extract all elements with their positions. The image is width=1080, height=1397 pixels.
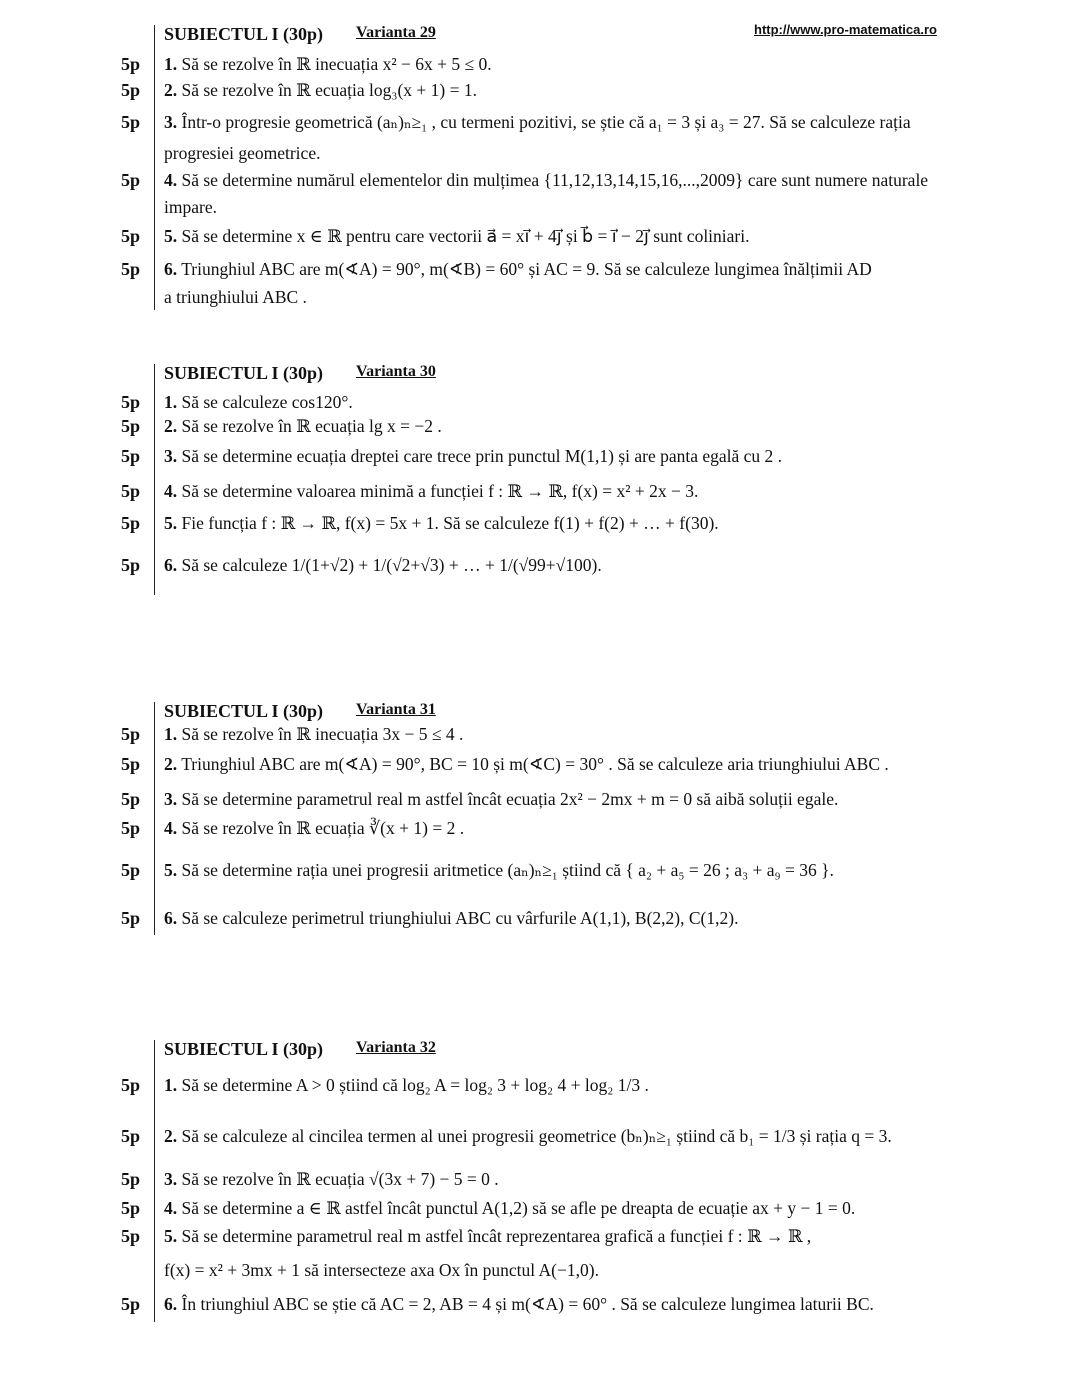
problem-statement: f(x) = x² + 3mx + 1 să intersecteze axa Ox în punctul A(−1,0).	[164, 1260, 599, 1280]
points-label: 5p	[121, 513, 141, 533]
problem-statement: Să se rezolve în ℝ ecuația ∛(x + 1) = 2 .	[181, 818, 465, 838]
section-divider-line	[154, 25, 155, 310]
problem-text	[164, 197, 217, 218]
points-label: 5p	[121, 481, 141, 501]
problem-number: 1.	[164, 724, 178, 744]
problem-number: 2.	[164, 80, 178, 100]
problem-text	[164, 259, 872, 280]
points-label: 5p	[121, 908, 141, 928]
problem-text	[164, 446, 782, 467]
problem-number: 2.	[164, 1126, 178, 1146]
problem-text	[164, 392, 353, 413]
problem-number: 5.	[164, 1226, 178, 1246]
points-label: 5p	[121, 392, 141, 412]
problem-statement: Să se determine A > 0 știind că log₂ A = log₂ 3 + log₂ 4 + log₂ 1/3 .	[181, 1075, 649, 1095]
points-label: 5p	[121, 860, 141, 880]
problem-number: 5.	[164, 513, 178, 533]
problem-text	[164, 555, 602, 576]
problem-text	[164, 481, 698, 502]
problem-number: 2.	[164, 754, 178, 774]
problem-text	[164, 80, 477, 101]
problem-text	[164, 860, 834, 881]
points-label: 5p	[121, 789, 141, 809]
problem-text	[164, 1075, 649, 1096]
section-divider-line	[154, 1040, 155, 1322]
problem-number: 1.	[164, 392, 178, 412]
problem-statement: Să se determine valoarea minimă a funcției f : ℝ → ℝ, f(x) = x² + 2x − 3.	[181, 481, 699, 501]
problem-number: 3.	[164, 112, 178, 132]
problem-text	[164, 789, 838, 810]
problem-number: 6.	[164, 259, 178, 279]
problem-text	[164, 1169, 499, 1190]
problem-number: 5.	[164, 860, 178, 880]
points-label: 5p	[121, 555, 141, 575]
problem-text	[164, 1126, 892, 1147]
problem-statement: a triunghiului ABC .	[164, 287, 307, 307]
points-label: 5p	[121, 226, 141, 246]
section-title: SUBIECTUL I (30p)	[164, 24, 324, 44]
points-label: 5p	[121, 80, 141, 100]
points-label: 5p	[121, 754, 141, 774]
problem-statement: Să se determine rația unei progresii aritmetice (aₙ)ₙ≥₁ știind că { a₂ + a₅ = 26 ; a₃ + a₉ = 36 }.	[181, 860, 834, 880]
problem-text	[164, 1294, 874, 1315]
points-label: 5p	[121, 170, 141, 190]
section-title: SUBIECTUL I (30p)	[164, 363, 324, 383]
problem-text	[164, 416, 442, 437]
problem-statement: Să se calculeze 1/(1+√2) + 1/(√2+√3) + … + 1/(√99+√100).	[181, 555, 602, 575]
problem-number: 2.	[164, 416, 178, 436]
section-title: SUBIECTUL I (30p)	[164, 701, 324, 721]
points-label: 5p	[121, 54, 141, 74]
problem-text	[164, 908, 738, 929]
problem-statement: Să se determine x ∈ ℝ pentru care vectorii a⃗ = xi⃗ + 4j⃗ și b⃗ = i⃗ − 2j⃗ sunt coliniari.	[181, 226, 750, 246]
problem-text	[164, 226, 750, 247]
problem-statement: Fie funcția f : ℝ → ℝ, f(x) = 5x + 1. Să se calculeze f(1) + f(2) + … + f(30).	[181, 513, 719, 533]
problem-statement: Să se determine numărul elementelor din mulțimea {11,12,13,14,15,16,...,2009} care sunt numere naturale	[181, 170, 929, 190]
problem-number: 4.	[164, 481, 178, 501]
problem-statement: Să se determine parametrul real m astfel încât ecuația 2x² − 2mx + m = 0 să aibă soluții egale.	[181, 789, 839, 809]
variant-label: Varianta 32	[356, 1039, 436, 1056]
problem-statement: Să se calculeze cos120°.	[181, 392, 353, 412]
problem-number: 3.	[164, 789, 178, 809]
problem-text	[164, 754, 889, 775]
points-label: 5p	[121, 1226, 141, 1246]
problem-statement: Triunghiul ABC are m(∢A) = 90°, m(∢B) = 60° și AC = 9. Să se calculeze lungimea înălțimii AD	[181, 259, 872, 279]
points-label: 5p	[121, 818, 141, 838]
problem-statement: Să se rezolve în ℝ ecuația √(3x + 7) − 5 = 0 .	[181, 1169, 499, 1189]
points-label: 5p	[121, 1126, 141, 1146]
section-divider-line	[154, 702, 155, 935]
problem-statement: Într-o progresie geometrică (aₙ)ₙ≥₁ , cu termeni pozitivi, se știe că a₁ = 3 și a₃ = 27. Să se calculeze rația	[181, 112, 911, 132]
problem-number: 4.	[164, 1198, 178, 1218]
problem-text	[164, 724, 463, 745]
points-label: 5p	[121, 1169, 141, 1189]
problem-text	[164, 287, 307, 308]
problem-number: 4.	[164, 818, 178, 838]
section-divider-line	[154, 364, 155, 595]
problem-number: 6.	[164, 908, 178, 928]
points-label: 5p	[121, 446, 141, 466]
problem-statement: Să se rezolve în ℝ ecuația lg x = −2 .	[181, 416, 442, 436]
points-label: 5p	[121, 259, 141, 279]
problem-statement: Să se calculeze al cincilea termen al unei progresii geometrice (bₙ)ₙ≥₁ știind că b₁ = 1/3 și rația q = 3.	[181, 1126, 892, 1146]
problem-statement: impare.	[164, 197, 217, 217]
points-label: 5p	[121, 1198, 141, 1218]
variant-label: Varianta 29	[356, 24, 436, 41]
problem-number: 1.	[164, 54, 178, 74]
problem-statement: Să se determine a ∈ ℝ astfel încât punctul A(1,2) să se afle pe dreapta de ecuație ax + y − 1 = 0.	[181, 1198, 856, 1218]
problem-number: 6.	[164, 555, 178, 575]
problem-statement: În triunghiul ABC se știe că AC = 2, AB = 4 și m(∢A) = 60° . Să se calculeze lungimea laturii BC.	[181, 1294, 874, 1314]
variant-label: Varianta 30	[356, 363, 436, 380]
problem-text	[164, 1260, 599, 1281]
problem-statement: Să se determine ecuația dreptei care trece prin punctul M(1,1) și are panta egală cu 2 .	[181, 446, 783, 466]
variant-label: Varianta 31	[356, 701, 436, 718]
problem-text	[164, 513, 719, 534]
problem-text	[164, 1226, 811, 1247]
problem-statement: Să se calculeze perimetrul triunghiului ABC cu vârfurile A(1,1), B(2,2), C(1,2).	[181, 908, 739, 928]
problem-number: 3.	[164, 1169, 178, 1189]
problem-text	[164, 54, 492, 75]
problem-statement: Să se rezolve în ℝ ecuația log₃(x + 1) = 1.	[181, 80, 478, 100]
problem-statement: Să se determine parametrul real m astfel încât reprezentarea grafică a funcției f : ℝ → ℝ ,	[181, 1226, 812, 1246]
problem-statement: Să se rezolve în ℝ inecuația x² − 6x + 5 ≤ 0.	[181, 54, 492, 74]
points-label: 5p	[121, 112, 141, 132]
problem-number: 1.	[164, 1075, 178, 1095]
problem-statement: Să se rezolve în ℝ inecuația 3x − 5 ≤ 4 .	[181, 724, 464, 744]
problem-number: 5.	[164, 226, 178, 246]
problem-number: 4.	[164, 170, 178, 190]
points-label: 5p	[121, 1294, 141, 1314]
points-label: 5p	[121, 1075, 141, 1095]
problem-text	[164, 170, 928, 191]
problem-number: 3.	[164, 446, 178, 466]
problem-text	[164, 143, 320, 164]
problem-statement: progresiei geometrice.	[164, 143, 321, 163]
points-label: 5p	[121, 724, 141, 744]
problem-text	[164, 1198, 855, 1219]
problem-number: 6.	[164, 1294, 178, 1314]
problem-statement: Triunghiul ABC are m(∢A) = 90°, BC = 10 și m(∢C) = 30° . Să se calculeze aria triunghiului ABC .	[181, 754, 889, 774]
problem-text	[164, 818, 464, 839]
section-title: SUBIECTUL I (30p)	[164, 1039, 324, 1059]
source-url[interactable]: http://www.pro-matematica.ro	[754, 22, 937, 37]
points-label: 5p	[121, 416, 141, 436]
problem-text	[164, 112, 911, 133]
